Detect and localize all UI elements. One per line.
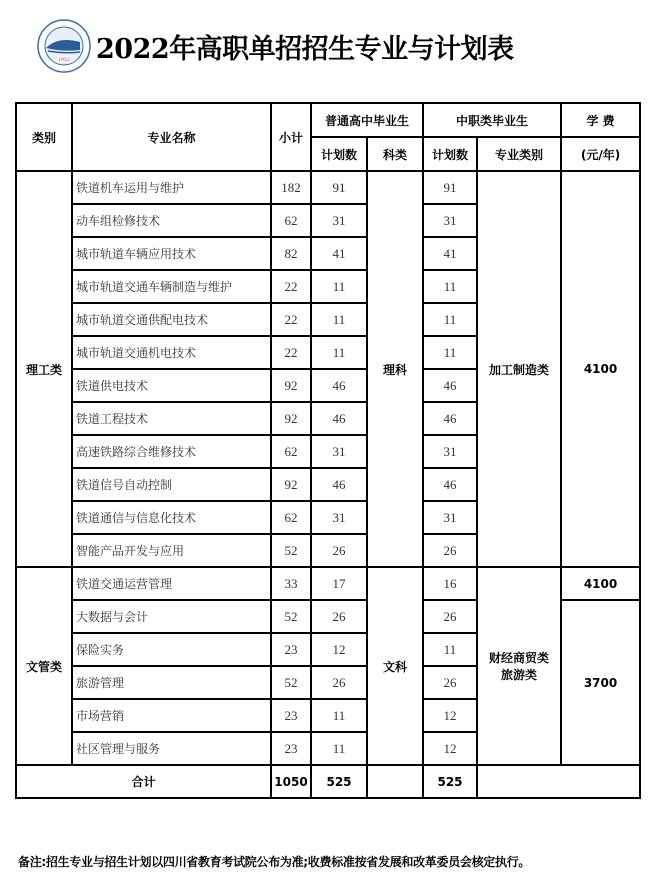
page-title: 2022年高职单招招生专业与计划表 bbox=[96, 33, 514, 65]
header-plan: 计划数 bbox=[311, 137, 367, 171]
vocational-plan: 11 bbox=[423, 336, 477, 369]
vocational-plan: 16 bbox=[423, 567, 477, 600]
high-school-plan: 11 bbox=[311, 336, 367, 369]
major-type-1: 财经商贸类 bbox=[489, 651, 550, 665]
subtotal: 22 bbox=[271, 336, 311, 369]
enrollment-plan-table bbox=[15, 102, 641, 799]
major-name: 城市轨道交通车辆制造与维护 bbox=[72, 270, 271, 303]
high-school-plan: 31 bbox=[311, 435, 367, 468]
vocational-plan: 12 bbox=[423, 699, 477, 732]
header bbox=[36, 16, 514, 76]
major-type-2: 旅游类 bbox=[501, 668, 538, 682]
subtotal: 92 bbox=[271, 402, 311, 435]
high-school-plan: 31 bbox=[311, 501, 367, 534]
header-vocational: 中职类毕业生 bbox=[423, 103, 561, 137]
subtotal: 23 bbox=[271, 699, 311, 732]
major-name: 高速铁路综合维修技术 bbox=[72, 435, 271, 468]
high-school-plan: 46 bbox=[311, 369, 367, 402]
major-name: 城市轨道交通供配电技术 bbox=[72, 303, 271, 336]
vocational-plan: 31 bbox=[423, 204, 477, 237]
major-name: 铁道机车运用与维护 bbox=[72, 171, 271, 204]
vocational-plan: 11 bbox=[423, 270, 477, 303]
vocational-plan: 12 bbox=[423, 732, 477, 765]
header-fee-unit: (元/年) bbox=[561, 137, 640, 171]
major-name: 铁道通信与信息化技术 bbox=[72, 501, 271, 534]
major-type-cell: 加工制造类 bbox=[477, 171, 561, 567]
fee-cell: 4100 bbox=[561, 171, 640, 567]
high-school-plan: 12 bbox=[311, 633, 367, 666]
vocational-plan: 31 bbox=[423, 435, 477, 468]
high-school-plan: 31 bbox=[311, 204, 367, 237]
subtotal: 33 bbox=[271, 567, 311, 600]
subtotal: 52 bbox=[271, 666, 311, 699]
subtotal: 23 bbox=[271, 732, 311, 765]
header-major: 专业名称 bbox=[72, 103, 271, 171]
vocational-plan: 91 bbox=[423, 171, 477, 204]
high-school-plan: 11 bbox=[311, 270, 367, 303]
vocational-plan: 26 bbox=[423, 534, 477, 567]
footnote: 备注:招生专业与招生计划以四川省教育考试院公布为准;收费标准按省发展和改革委员会核定执行。 bbox=[18, 855, 531, 869]
logo-year: 1952 bbox=[57, 57, 71, 63]
table-row bbox=[16, 171, 640, 204]
header-subject: 科类 bbox=[367, 137, 423, 171]
high-school-plan: 26 bbox=[311, 666, 367, 699]
high-school-plan: 26 bbox=[311, 534, 367, 567]
subtotal: 62 bbox=[271, 435, 311, 468]
high-school-plan: 11 bbox=[311, 303, 367, 336]
major-name: 市场营销 bbox=[72, 699, 271, 732]
vocational-plan: 31 bbox=[423, 501, 477, 534]
fee-cell-2: 3700 bbox=[561, 600, 640, 765]
major-name: 铁道信号自动控制 bbox=[72, 468, 271, 501]
high-school-plan: 17 bbox=[311, 567, 367, 600]
major-name: 社区管理与服务 bbox=[72, 732, 271, 765]
total-subtotal: 1050 bbox=[271, 765, 311, 798]
total-label: 合计 bbox=[16, 765, 271, 798]
total-empty bbox=[477, 765, 640, 798]
high-school-plan: 91 bbox=[311, 171, 367, 204]
subtotal: 52 bbox=[271, 534, 311, 567]
subject-cell: 文科 bbox=[367, 567, 423, 765]
fee-cell-1: 4100 bbox=[561, 567, 640, 600]
major-name: 城市轨道车辆应用技术 bbox=[72, 237, 271, 270]
vocational-plan: 46 bbox=[423, 468, 477, 501]
high-school-plan: 41 bbox=[311, 237, 367, 270]
major-name: 铁道供电技术 bbox=[72, 369, 271, 402]
vocational-plan: 46 bbox=[423, 402, 477, 435]
major-name: 动车组检修技术 bbox=[72, 204, 271, 237]
subtotal: 52 bbox=[271, 600, 311, 633]
header-major-type: 专业类别 bbox=[477, 137, 561, 171]
header-subtotal: 小计 bbox=[271, 103, 311, 171]
major-name: 智能产品开发与应用 bbox=[72, 534, 271, 567]
major-name: 城市轨道交通机电技术 bbox=[72, 336, 271, 369]
category-cell: 文管类 bbox=[16, 567, 72, 765]
major-name: 铁道交通运营管理 bbox=[72, 567, 271, 600]
college-logo bbox=[36, 18, 92, 74]
header-general-high: 普通高中毕业生 bbox=[311, 103, 423, 137]
subtotal: 62 bbox=[271, 204, 311, 237]
subject-cell: 理科 bbox=[367, 171, 423, 567]
header-plan-voc: 计划数 bbox=[423, 137, 477, 171]
major-name: 大数据与会计 bbox=[72, 600, 271, 633]
high-school-plan: 46 bbox=[311, 468, 367, 501]
vocational-plan: 26 bbox=[423, 666, 477, 699]
major-type-cell bbox=[477, 567, 561, 765]
high-school-plan: 11 bbox=[311, 732, 367, 765]
subtotal: 92 bbox=[271, 468, 311, 501]
subtotal: 92 bbox=[271, 369, 311, 402]
table-row bbox=[16, 567, 640, 600]
category-cell: 理工类 bbox=[16, 171, 72, 567]
total-high: 525 bbox=[311, 765, 367, 798]
subtotal: 22 bbox=[271, 303, 311, 336]
vocational-plan: 46 bbox=[423, 369, 477, 402]
major-name: 铁道工程技术 bbox=[72, 402, 271, 435]
high-school-plan: 26 bbox=[311, 600, 367, 633]
subtotal: 62 bbox=[271, 501, 311, 534]
subtotal: 23 bbox=[271, 633, 311, 666]
high-school-plan: 46 bbox=[311, 402, 367, 435]
subtotal: 82 bbox=[271, 237, 311, 270]
total-voc: 525 bbox=[423, 765, 477, 798]
header-fee: 学 费 bbox=[561, 103, 640, 137]
major-name: 保险实务 bbox=[72, 633, 271, 666]
subtotal: 182 bbox=[271, 171, 311, 204]
vocational-plan: 11 bbox=[423, 633, 477, 666]
major-name: 旅游管理 bbox=[72, 666, 271, 699]
total-subject-empty bbox=[367, 765, 423, 798]
vocational-plan: 41 bbox=[423, 237, 477, 270]
vocational-plan: 26 bbox=[423, 600, 477, 633]
high-school-plan: 11 bbox=[311, 699, 367, 732]
vocational-plan: 11 bbox=[423, 303, 477, 336]
subtotal: 22 bbox=[271, 270, 311, 303]
header-category: 类别 bbox=[16, 103, 72, 171]
